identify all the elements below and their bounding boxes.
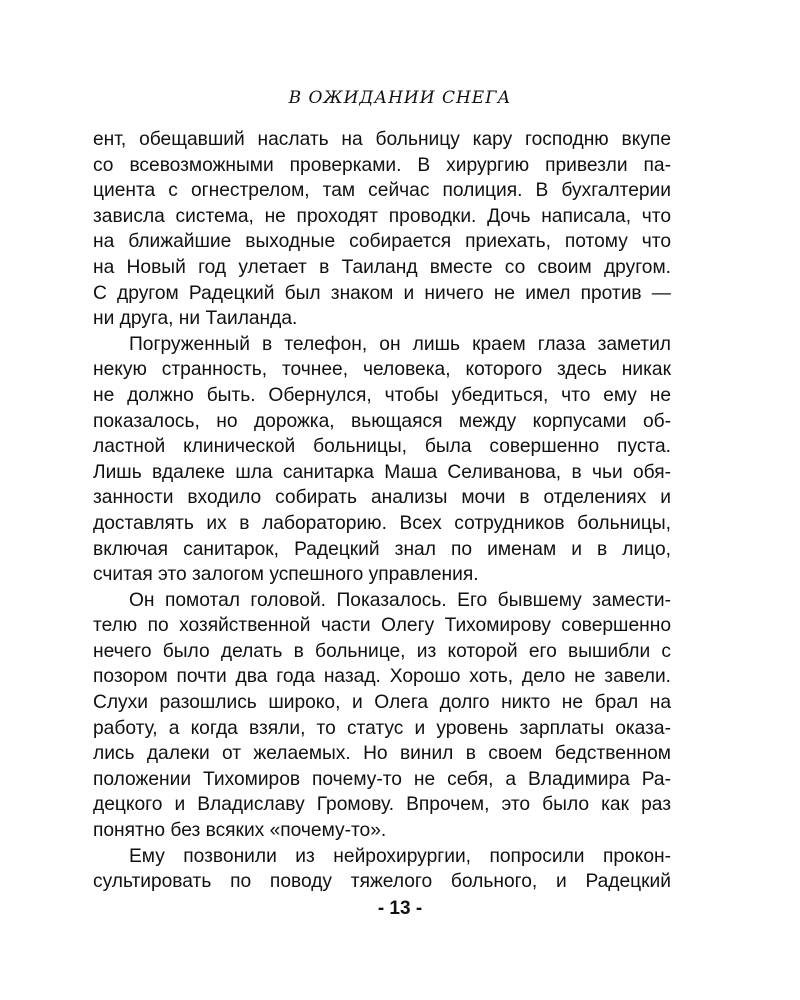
text-line: показалось, но дорожка, вьющаяся между корпусами об- (93, 410, 671, 432)
paragraph-first-line: Он помотал головой. Показалось. Его бывшему замести- (129, 589, 671, 611)
text-line: телю по хозяйственной части Олегу Тихомирову совершенно (93, 615, 671, 637)
body-text (93, 127, 671, 895)
text-line: С другом Радецкий был знаком и ничего не имел против — (93, 282, 671, 304)
text-line: некую странность, точнее, человека, которого здесь никак (93, 359, 671, 381)
text-line: зависла система, не проходят проводки. Дочь написала, что (93, 205, 671, 227)
text-line: ент, обещавший наслать на больницу кару господню вкупе (93, 129, 671, 150)
text-line: доставлять их в лабораторию. Всех сотрудников больницы, (93, 512, 671, 534)
text-line: ластной клинической больницы, была совершенно пуста. (93, 436, 671, 458)
text-line: циента с огнестрелом, там сейчас полиция. В бухгалтерии (93, 180, 671, 202)
paragraph-first-line: Ему позвонили из нейрохирургии, попросили прокон- (129, 845, 671, 867)
text-line: Слухи разошлись широко, и Олега долго никто не брал на (93, 692, 671, 714)
page-number: - 13 - (377, 898, 423, 919)
text-line: положении Тихомиров почему-то не себя, а Владимира Ра- (93, 768, 671, 790)
text-line: децкого и Владиславу Громову. Впрочем, это было как раз (93, 794, 671, 816)
paragraph-first-line: Погруженный в телефон, он лишь краем глаза заметил (129, 333, 671, 355)
text-line: позором почти два года назад. Хорошо хоть, дело не завели. (93, 666, 671, 688)
text-line: включая санитарок, Радецкий знал по именам и в лицо, (93, 538, 671, 560)
text-line: со всевозможными проверками. В хирургию привезли па- (93, 154, 671, 176)
running-head: В ОЖИДАНИИ СНЕГА (288, 88, 512, 108)
text-line: считая это залогом успешного управления. (93, 564, 479, 586)
text-line: на ближайшие выходные собирается приехать, потому что (93, 231, 671, 253)
text-line: Лишь вдалеке шла санитарка Маша Селиванова, в чьи обя- (93, 461, 671, 483)
text-line: нечего было делать в больнице, из которой его вышибли с (93, 640, 671, 662)
text-line: не должно быть. Обернулся, чтобы убедиться, что ему не (93, 384, 671, 406)
text-line: занности входило собирать анализы мочи в отделениях и (93, 487, 671, 509)
text-line: ни друга, ни Таиланда. (93, 308, 298, 330)
text-line: понятно без всяких «почему-то». (93, 820, 387, 842)
text-line: на Новый год улетает в Таиланд вместе со своим другом. (93, 256, 671, 278)
text-line: работу, а когда взяли, то статус и уровень зарплаты оказа- (93, 717, 671, 739)
text-line: сультировать по поводу тяжелого больного, и Радецкий (93, 871, 671, 893)
text-line: лись далеки от желаемых. Но винил в своем бедственном (93, 743, 671, 765)
